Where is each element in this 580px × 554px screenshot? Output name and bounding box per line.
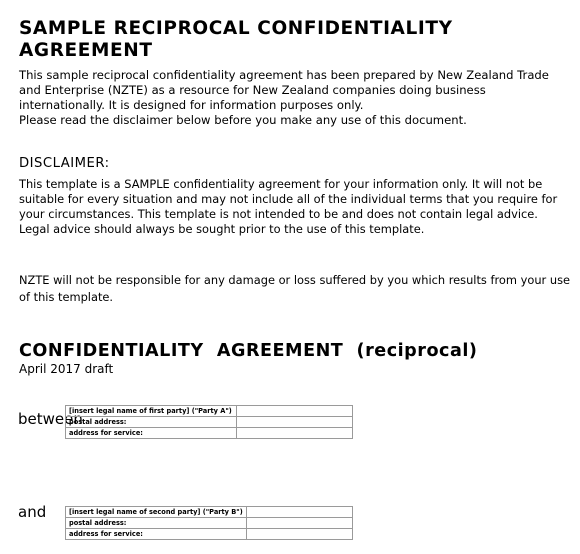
party-b-name-label: [insert legal name of second party] ("Party B") [66,507,247,518]
intro-paragraph: This sample reciprocal confidentiality agreement has been prepared by New Zealand Trade and Enterprise (NZTE) as a resource for New Zealand companies doing business internationally. It is designed for information purposes only. [19,68,549,112]
party-a-name-label: [insert legal name of first party] ("Party A") [66,406,237,417]
and-label: and [18,503,47,521]
party-b-name-cell[interactable] [246,507,352,518]
table-row [66,507,353,518]
between-label: between [18,410,83,428]
responsibility-notice: NZTE will not be responsible for any damage or loss suffered by you which results from your use of this template. [19,273,571,304]
agreement-title: CONFIDENTIALITY AGREEMENT (reciprocal) [19,341,478,361]
party-b-service-label: address for service: [66,529,247,540]
table-row [66,428,353,439]
party-a-table [65,405,353,439]
party-a-postal-cell[interactable] [237,417,353,428]
agreement-draft-date: April 2017 draft [19,362,114,376]
party-b-table [65,506,353,540]
party-a-service-label: address for service: [66,428,237,439]
party-a-name-cell[interactable] [237,406,353,417]
party-a-service-cell[interactable] [237,428,353,439]
table-row [66,417,353,428]
disclaimer-heading: DISCLAIMER: [19,156,110,171]
party-b-postal-label: postal address: [66,518,247,529]
disclaimer-body: This template is a SAMPLE confidentiality agreement for your information only. It will not be suitable for every situation and may not include all of the individual terms that you require for your circumstances. This template is not intended to be and does not contain legal advice. Legal advice should always be sought prior to the use of this template. [19,177,558,236]
table-row [66,406,353,417]
table-row [66,529,353,540]
party-a-postal-label: postal address: [66,417,237,428]
intro-instruction: Please read the disclaimer below before you make any use of this document. [19,113,467,127]
party-b-service-cell[interactable] [246,529,352,540]
table-row [66,518,353,529]
party-b-postal-cell[interactable] [246,518,352,529]
intro-section [19,68,559,128]
document-title: SAMPLE RECIPROCAL CONFIDENTIALITY AGREEMENT [19,18,453,61]
